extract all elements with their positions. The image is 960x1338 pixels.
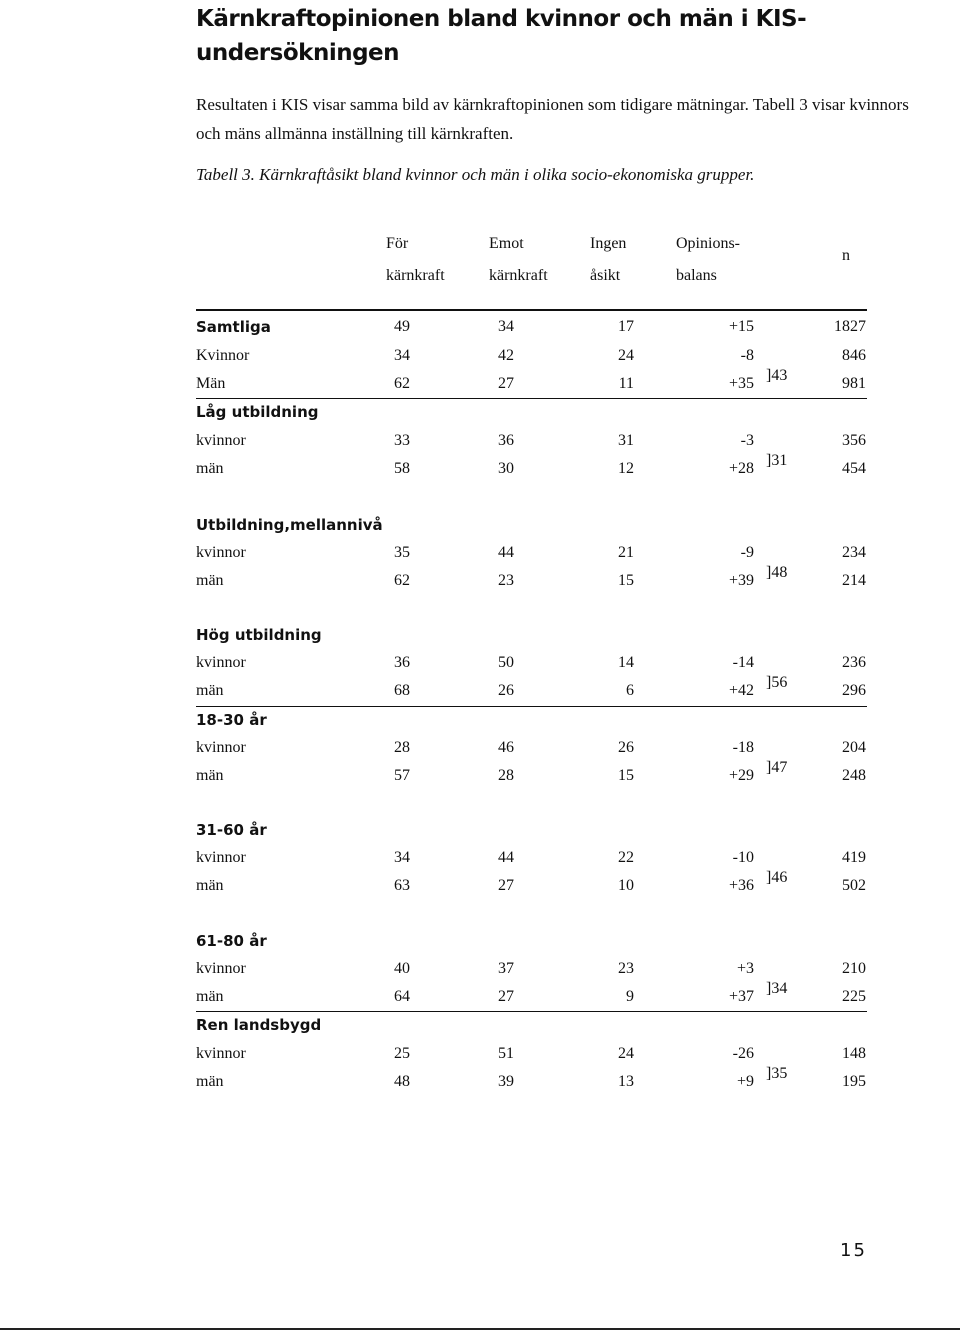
row-label: män [196,767,224,784]
table-cell: 236 [842,654,866,671]
table-cell: 210 [842,960,866,977]
table-cell: +28 [728,460,754,477]
group-heading: 18-30 år [196,711,267,729]
table-cell: 34 [498,318,514,335]
table-cell: 10 [618,877,634,894]
table-cell: 1827 [834,318,866,335]
column-header [489,234,548,286]
row-label: män [196,460,224,477]
column-header-line1: För [386,235,409,252]
table-cell: 34 [394,849,410,866]
column-header-line1: Emot [489,235,524,252]
table-cell: 846 [842,347,866,364]
balance-gap: ]35 [766,1065,788,1082]
table-cell: +35 [728,375,754,392]
row-label: kvinnor [196,960,246,977]
row-label: män [196,988,224,1005]
group-heading: Ren landsbygd [196,1016,322,1034]
table-cell: 31 [618,432,634,449]
row-label: män [196,877,224,894]
table-cell: 23 [618,960,634,977]
column-header [842,234,850,266]
table-cell: 44 [498,544,514,561]
table-cell: -14 [732,654,754,671]
row-label: kvinnor [196,739,246,756]
balance-gap: ]56 [766,674,788,691]
row-label: kvinnor [196,654,246,671]
table-cell: -18 [732,739,754,756]
table-cell: 28 [498,767,514,784]
table-cell: 204 [842,739,866,756]
footer-rule [0,1328,960,1330]
table-cell: 21 [618,544,634,561]
table-cell: 454 [842,460,866,477]
table-cell: 49 [394,318,410,335]
group-heading: Låg utbildning [196,403,319,421]
table-cell: 27 [498,988,514,1005]
table-cell: 51 [498,1045,514,1062]
table-cell: 58 [394,460,410,477]
table-cell: -8 [740,347,754,364]
table-cell: 37 [498,960,514,977]
table-cell: 24 [618,1045,634,1062]
column-header-line2: kärnkraft [386,267,445,284]
group-heading: 61-80 år [196,932,267,950]
table-cell: +36 [728,877,754,894]
table-cell: 11 [618,375,634,392]
column-header [590,234,626,286]
table-rule [196,309,867,311]
group-heading: 31-60 år [196,821,267,839]
table-cell: +37 [728,988,754,1005]
table-cell: +39 [728,572,754,589]
table-cell: 225 [842,988,866,1005]
column-header [676,234,740,286]
table-cell: 356 [842,432,866,449]
balance-gap: ]46 [766,869,788,886]
table-cell: 50 [498,654,514,671]
table-cell: 63 [394,877,410,894]
table-cell: 48 [394,1073,410,1090]
table-cell: 234 [842,544,866,561]
table-cell: 44 [498,849,514,866]
table-cell: 68 [394,682,410,699]
balance-gap: ]43 [766,367,788,384]
column-header-line2: balans [676,267,717,284]
table-cell: 27 [498,375,514,392]
table-cell: 22 [618,849,634,866]
page-title: Kärnkraftopinionen bland kvinnor och män i KIS-undersökningen [196,6,807,66]
table-cell: +15 [728,318,754,335]
table-cell: 24 [618,347,634,364]
table-cell: 46 [498,739,514,756]
table-cell: 296 [842,682,866,699]
table-cell: 15 [618,767,634,784]
table-cell: 148 [842,1045,866,1062]
table-rule [196,706,867,707]
balance-gap: ]48 [766,564,788,581]
table-cell: 57 [394,767,410,784]
table-cell: 39 [498,1073,514,1090]
table-cell: -3 [740,432,754,449]
table-cell: 62 [394,572,410,589]
table-cell: 195 [842,1073,866,1090]
table-cell: 14 [618,654,634,671]
page-number: 15 [840,1240,867,1261]
table-cell: 981 [842,375,866,392]
table-cell: 35 [394,544,410,561]
table-cell: 26 [618,739,634,756]
table-cell: 23 [498,572,514,589]
column-header [386,234,445,286]
row-label: kvinnor [196,544,246,561]
table-cell: 33 [394,432,410,449]
table-cell: +42 [728,682,754,699]
table-rule [196,1011,867,1012]
table-cell: 248 [842,767,866,784]
table-cell: +3 [736,960,754,977]
table-cell: 30 [498,460,514,477]
table-cell: 214 [842,572,866,589]
table-cell: 6 [626,682,634,699]
column-header-line2: åsikt [590,267,621,284]
table-cell: 419 [842,849,866,866]
balance-gap: ]31 [766,452,788,469]
row-label: kvinnor [196,1045,246,1062]
row-label: män [196,572,224,589]
table-cell: +29 [728,767,754,784]
table-cell: 36 [498,432,514,449]
row-label: män [196,1073,224,1090]
table-cell: 13 [618,1073,634,1090]
table-cell: 42 [498,347,514,364]
table-cell: 9 [626,988,634,1005]
table-cell: -10 [732,849,754,866]
balance-gap: ]47 [766,759,788,776]
intro-paragraph: Resultaten i KIS visar samma bild av kärnkraftopinionen som tidigare mätningar. Tabell 3 visar kvinnors och mäns allmänna inställning till kärnkraften. [196,95,909,143]
table-cell: 40 [394,960,410,977]
table-cell: 34 [394,347,410,364]
table-cell: -26 [732,1045,754,1062]
column-header-line2: kärnkraft [489,267,548,284]
table-caption: Tabell 3. Kärnkraftåsikt bland kvinnor och män i olika socio-ekonomiska grupper. [196,165,755,184]
row-label: kvinnor [196,432,246,449]
group-heading: Utbildning,mellannivå [196,516,383,534]
table-cell: 502 [842,877,866,894]
table-cell: 36 [394,654,410,671]
table-cell: 17 [618,318,634,335]
row-label: Män [196,375,226,392]
table-cell: -9 [740,544,754,561]
table-cell: 27 [498,877,514,894]
table-cell: 64 [394,988,410,1005]
table-cell: +9 [736,1073,754,1090]
column-header-line1: Ingen [590,235,627,252]
table-cell: 26 [498,682,514,699]
row-label: män [196,682,224,699]
column-header-line1: Opinions- [676,235,740,252]
table-cell: 62 [394,375,410,392]
table-cell: 25 [394,1045,410,1062]
group-heading: Hög utbildning [196,626,322,644]
row-label: kvinnor [196,849,246,866]
balance-gap: ]34 [766,980,788,997]
table-rule [196,398,867,399]
table-cell: 12 [618,460,634,477]
row-label: Samtliga [196,318,271,336]
table-cell: 15 [618,572,634,589]
column-header-line2: n [842,247,850,264]
row-label: Kvinnor [196,347,250,364]
table-cell: 28 [394,739,410,756]
